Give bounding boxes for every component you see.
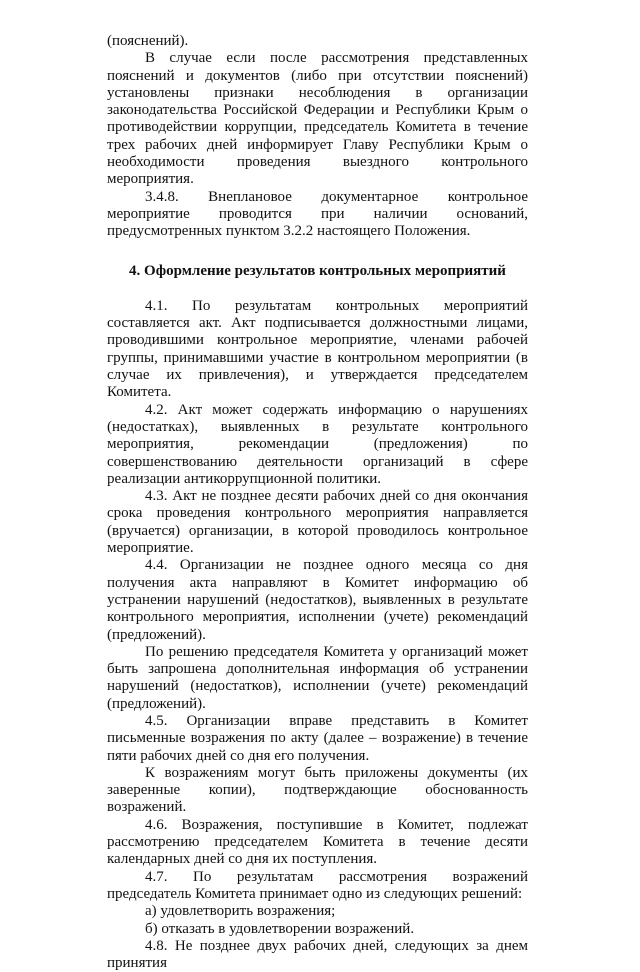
section-heading: 4. Оформление результатов контрольных мероприятий — [129, 262, 506, 279]
paragraph-additional-info: По решению председателя Комитета у организаций может быть запрошена дополнительная информация об устранении нарушений (недостатков), исполнении (учете) рекомендаций (предложений). — [107, 643, 528, 712]
paragraph-continuation: (пояснений). — [107, 33, 189, 49]
paragraph-4-6: 4.6. Возражения, поступившие в Комитет, подлежат рассмотрению председателем Комитета в течение десяти календарных дней со дня их поступления. — [107, 816, 528, 868]
paragraph-4-5: 4.5. Организации вправе представить в Комитет письменные возражения по акту (далее – возражение) в течение пяти рабочих дней со дня его получения. — [107, 712, 528, 764]
paragraph-4-8: 4.8. Не позднее двух рабочих дней, следующих за днем принятия — [107, 937, 528, 972]
paragraph-inspection-findings: В случае если после рассмотрения представленных пояснений и документов (либо при отсутствии пояснений) установлены признаки несоблюдения в организации законодательства Российской Федерации и Республики Крым о противодействии коррупции, председатель Комитета в течение трех рабочих дней информирует Главу Республики Крым о необходимости проведения выездного контрольного мероприятия. — [107, 50, 528, 188]
paragraph-3-4-8: 3.4.8. Внеплановое документарное контрольное мероприятие проводится при наличии оснований, предусмотренных пунктом 3.2.2 настоящего Положения. — [107, 188, 528, 240]
paragraph-objection-docs: К возражениям могут быть приложены документы (их заверенные копии), подтверждающие обоснованность возражений. — [107, 764, 528, 816]
list-item: б) отказать в удовлетворении возражений. — [145, 920, 415, 937]
document-body — [107, 33, 528, 972]
paragraph-4-1: 4.1. По результатам контрольных мероприятий составляется акт. Акт подписывается должностными лицами, проводившими контрольное мероприятие, членами рабочей группы, принимавшими участие в контрольном мероприятии (в случае их привлечения), и утверждается председателем Комитета. — [107, 297, 528, 401]
paragraph-4-2: 4.2. Акт может содержать информацию о нарушениях (недостатках), выявленных в результате контрольного мероприятия, рекомендации (предложения) по совершенствованию деятельности организаций в сфере реализации антикоррупционной политики. — [107, 401, 528, 487]
paragraph-4-7: 4.7. По результатам рассмотрения возражений председатель Комитета принимает одно из следующих решений: — [107, 868, 528, 902]
decision-options-list — [107, 903, 528, 938]
paragraph-4-3: 4.3. Акт не позднее десяти рабочих дней со дня окончания срока проведения контрольного мероприятия направляется (вручается) организации, в которой проводилось контрольное мероприятие. — [107, 488, 528, 557]
list-item: а) удовлетворить возражения; — [145, 903, 336, 920]
paragraph-4-4: 4.4. Организации не позднее одного месяца со дня получения акта направляют в Комитет информацию об устранении нарушений (недостатков), выявленных в результате контрольного мероприятия, исполнении (учете) рекомендаций (предложений). — [107, 557, 528, 643]
